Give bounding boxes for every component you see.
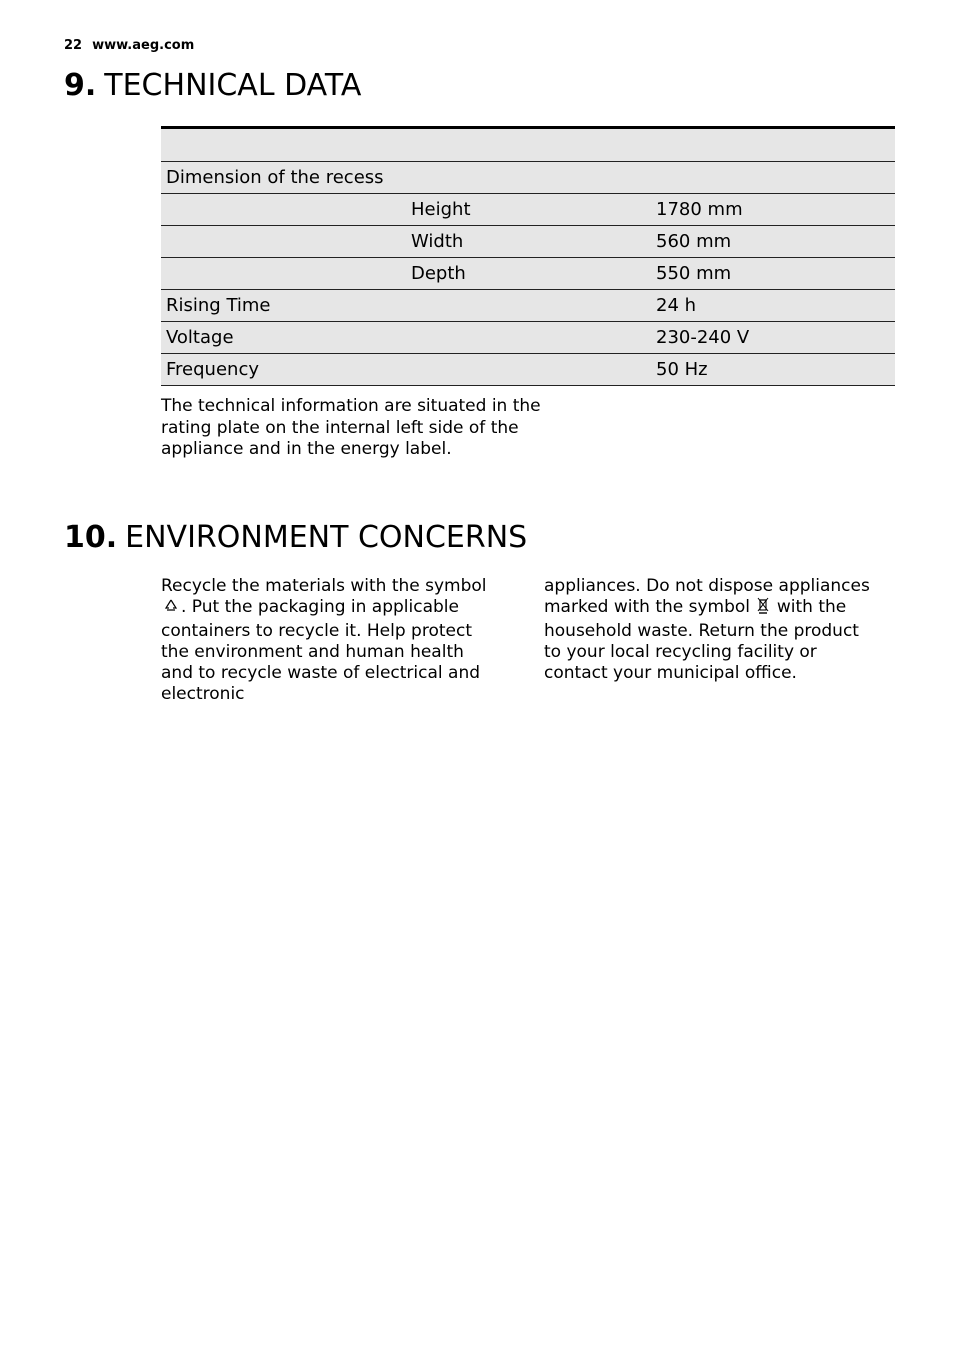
table-cell: 50 Hz: [651, 354, 895, 386]
table-cell: [161, 194, 406, 226]
table-cell: 230-240 V: [651, 322, 895, 354]
page-header: [64, 38, 194, 53]
table-cell: Height: [406, 194, 651, 226]
technical-data-table: [161, 126, 895, 386]
table-cell: [161, 258, 406, 290]
table-row: [161, 194, 895, 226]
section-heading: ENVIRONMENT CONCERNS: [125, 520, 528, 555]
table-cell: [161, 226, 406, 258]
table-header-row: [161, 128, 895, 162]
page-number: 22: [64, 38, 83, 53]
table-cell: 560 mm: [651, 226, 895, 258]
section-number: 10.: [64, 520, 118, 555]
section-number: 9.: [64, 68, 97, 103]
table-row: [161, 322, 895, 354]
text-part: . Put the packaging in applicable containers to recycle it. Help protect the environment and human health and to recycle waste of electrical and electronic: [161, 597, 481, 705]
table-cell: 24 h: [651, 290, 895, 322]
table-cell: [406, 128, 651, 162]
table-cell: Dimension of the recess: [161, 162, 895, 194]
table-row: [161, 258, 895, 290]
table-cell: Voltage: [161, 322, 651, 354]
table-cell: 550 mm: [651, 258, 895, 290]
table-cell: Frequency: [161, 354, 651, 386]
table-cell: Rising Time: [161, 290, 651, 322]
environment-text-left: [161, 576, 491, 706]
text-part: with the household waste. Return the product to your local recycling facility or contact your municipal office.: [544, 597, 859, 684]
table-cell: [161, 128, 406, 162]
table-row: [161, 354, 895, 386]
section-title-technical-data: [64, 68, 361, 103]
table-cell: Depth: [406, 258, 651, 290]
section-heading: TECHNICAL DATA: [104, 68, 362, 103]
table-row: [161, 226, 895, 258]
environment-text-right: [544, 576, 874, 684]
table-cell: Width: [406, 226, 651, 258]
table-cell: [651, 128, 895, 162]
section-title-environment: [64, 520, 527, 555]
text-part: appliances. Do not dispose appliances marked with the symbol: [544, 576, 870, 618]
text-part: Recycle the materials with the symbol: [161, 576, 487, 596]
table-row: [161, 162, 895, 194]
crossed-bin-icon: [757, 597, 769, 620]
technical-note: The technical information are situated in the rating plate on the internal left side of the appliance and in the energy label.: [161, 396, 541, 459]
table-cell: 1780 mm: [651, 194, 895, 226]
site-url: www.aeg.com: [92, 38, 195, 53]
table-row: [161, 290, 895, 322]
recycle-icon: [163, 598, 179, 620]
